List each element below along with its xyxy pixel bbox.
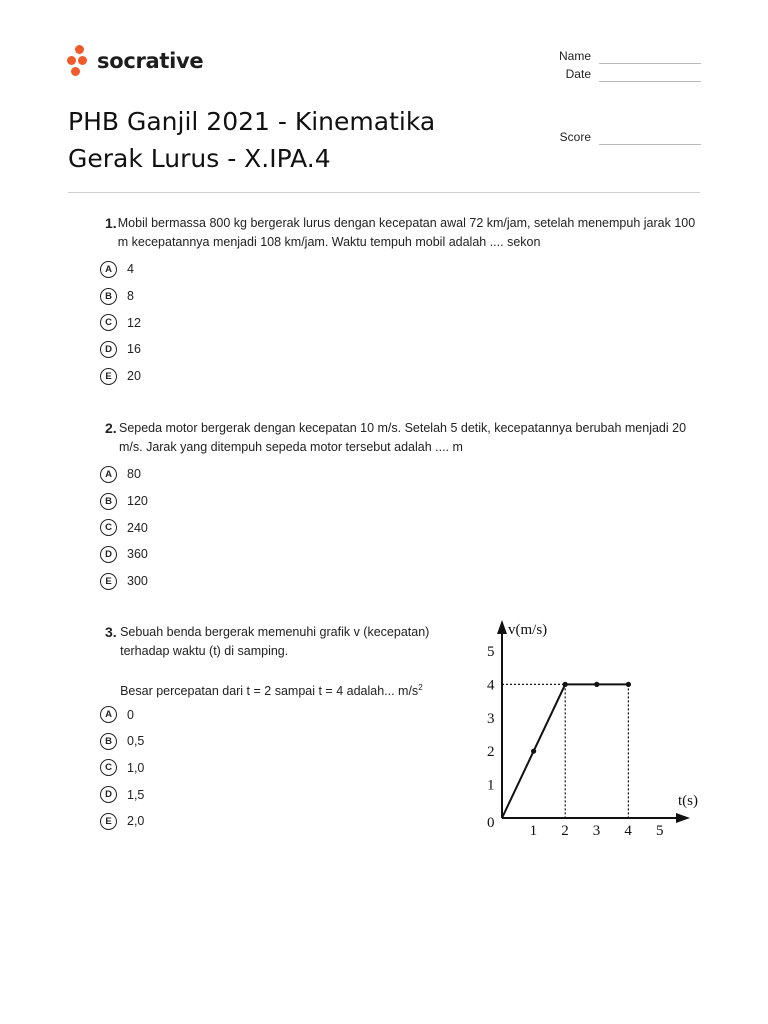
y-tick-label: 4 bbox=[487, 677, 495, 694]
option-letter-badge: D bbox=[100, 546, 117, 563]
option-a[interactable] bbox=[100, 256, 700, 283]
question-subtext bbox=[120, 678, 450, 701]
option-d[interactable] bbox=[100, 541, 700, 568]
option-text: 12 bbox=[127, 315, 141, 330]
option-text: 1,5 bbox=[127, 787, 145, 802]
option-text: 240 bbox=[127, 520, 148, 535]
name-field bbox=[530, 49, 591, 63]
score-line bbox=[599, 144, 701, 145]
option-d[interactable] bbox=[100, 336, 700, 363]
question-text: Sebuah benda bergerak memenuhi grafik v (kecepatan) terhadap waktu (t) di samping. bbox=[120, 625, 430, 658]
x-tick-label: 5 bbox=[656, 823, 664, 839]
option-letter-badge: C bbox=[100, 759, 117, 776]
question-1 bbox=[100, 214, 700, 389]
x-axis-label: t(s) bbox=[678, 793, 698, 809]
option-letter-badge: C bbox=[100, 519, 117, 536]
option-list bbox=[100, 701, 450, 834]
score-field bbox=[530, 130, 591, 144]
y-axis-label: v(m/s) bbox=[508, 622, 548, 638]
option-b[interactable] bbox=[100, 283, 700, 310]
date-label: Date bbox=[565, 67, 591, 81]
option-letter-badge: D bbox=[100, 341, 117, 358]
date-line bbox=[599, 81, 701, 82]
option-text: 80 bbox=[127, 467, 141, 482]
option-text: 0,5 bbox=[127, 734, 145, 749]
data-point bbox=[531, 749, 536, 754]
header-divider bbox=[68, 192, 700, 193]
brand-name: socrative bbox=[97, 49, 204, 73]
question-number: 3. bbox=[105, 624, 117, 640]
option-text: 300 bbox=[127, 574, 148, 589]
option-text: 4 bbox=[127, 262, 134, 277]
question-2 bbox=[100, 419, 700, 594]
name-label: Name bbox=[558, 49, 591, 63]
x-tick-label: 1 bbox=[529, 823, 538, 839]
option-letter-badge: A bbox=[100, 466, 117, 483]
question-number: 1. bbox=[105, 215, 117, 231]
option-letter-badge: E bbox=[100, 368, 117, 385]
unit-exponent: 2 bbox=[418, 683, 423, 692]
option-c[interactable] bbox=[100, 309, 700, 336]
option-e[interactable] bbox=[100, 568, 700, 595]
option-text: 16 bbox=[127, 342, 141, 357]
x-axis-arrow bbox=[676, 813, 690, 823]
option-c[interactable] bbox=[100, 514, 700, 541]
option-letter-badge: E bbox=[100, 813, 117, 830]
x-tick-label: 2 bbox=[561, 823, 569, 839]
option-list bbox=[100, 461, 700, 594]
option-text: 1,0 bbox=[127, 760, 145, 775]
y-tick-label: 3 bbox=[487, 710, 495, 727]
option-letter-badge: B bbox=[100, 288, 117, 305]
option-e[interactable] bbox=[100, 808, 450, 835]
option-text: 120 bbox=[127, 494, 148, 509]
option-text: 0 bbox=[127, 707, 134, 722]
y-axis-arrow bbox=[497, 620, 507, 634]
option-text: 8 bbox=[127, 289, 134, 304]
name-line bbox=[599, 63, 701, 64]
y-tick-label: 5 bbox=[487, 644, 495, 660]
data-point bbox=[594, 682, 599, 687]
option-b[interactable] bbox=[100, 488, 700, 515]
option-letter-badge: E bbox=[100, 573, 117, 590]
option-letter-badge: D bbox=[100, 786, 117, 803]
option-letter-badge: C bbox=[100, 314, 117, 331]
date-field bbox=[530, 67, 591, 81]
velocity-time-graph bbox=[470, 612, 710, 842]
score-label: Score bbox=[559, 130, 591, 144]
option-letter-badge: B bbox=[100, 733, 117, 750]
option-a[interactable] bbox=[100, 701, 450, 728]
data-point bbox=[563, 682, 568, 687]
option-text: 20 bbox=[127, 369, 141, 384]
option-b[interactable] bbox=[100, 728, 450, 755]
option-a[interactable] bbox=[100, 461, 700, 488]
question-3 bbox=[100, 623, 450, 835]
option-letter-badge: A bbox=[100, 261, 117, 278]
socrative-logo bbox=[67, 45, 203, 77]
question-number: 2. bbox=[105, 420, 117, 436]
question-text: Sepeda motor bergerak dengan kecepatan 10 m/s. Setelah 5 detik, kecepatannya berubah menjadi 20 m/s. Jarak yang ditempuh sepeda motor tersebut adalah .... m bbox=[118, 421, 687, 454]
quiz-title: PHB Ganjil 2021 - Kinematika Gerak Lurus - X.IPA.4 bbox=[68, 107, 436, 173]
question-text: Mobil bermassa 800 kg bergerak lurus dengan kecepatan awal 72 km/jam, setelah menempuh jarak 100 m kecepatannya menjadi 108 km/jam. Waktu tempuh mobil adalah .... sekon bbox=[117, 216, 696, 249]
option-list bbox=[100, 256, 700, 389]
socrative-logo-icon bbox=[67, 45, 93, 77]
origin-label: 0 bbox=[487, 815, 495, 831]
y-tick-label: 2 bbox=[487, 744, 495, 761]
option-e[interactable] bbox=[100, 363, 700, 390]
x-tick-label: 3 bbox=[592, 823, 601, 839]
option-letter-badge: B bbox=[100, 493, 117, 510]
question-subtext-main: Besar percepatan dari t = 2 sampai t = 4 adalah... m/s bbox=[120, 684, 419, 699]
option-text: 2,0 bbox=[127, 814, 145, 829]
x-tick-label: 4 bbox=[624, 823, 632, 839]
option-c[interactable] bbox=[100, 755, 450, 782]
option-d[interactable] bbox=[100, 781, 450, 808]
data-point bbox=[626, 682, 631, 687]
option-text: 360 bbox=[127, 547, 148, 562]
option-letter-badge: A bbox=[100, 706, 117, 723]
y-tick-label: 1 bbox=[487, 777, 495, 794]
